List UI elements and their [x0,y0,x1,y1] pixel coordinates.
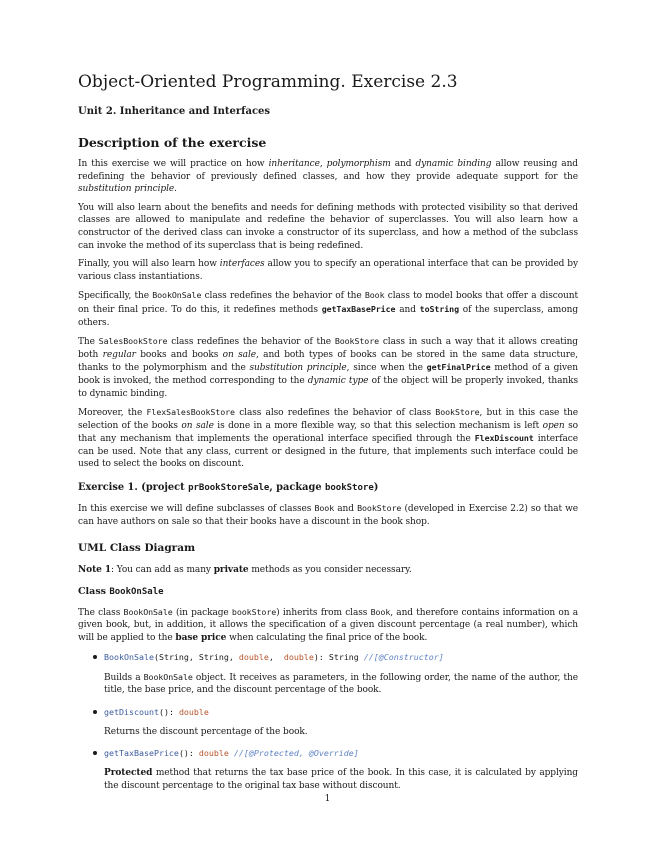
uml-heading: UML Class Diagram [78,542,196,555]
list-item [78,747,578,792]
bullet-icon [93,751,97,755]
class-heading: Class BookOnSale [78,585,164,597]
exercise-heading: Exercise 1. (project prBookStoreSale, package bookStore) [78,482,379,494]
list-item [78,651,578,697]
method-signature: BookOnSale(String, String, double, double): String //[@Constructor] [104,651,444,662]
page-number: 1 [324,794,331,804]
method-description: Returns the discount percentage of the book. [104,726,308,737]
page-title: Object-Oriented Programming. Exercise 2.3 [78,72,458,92]
interfaces-paragraph: Finally, you will also learn how interfaces allow you to specify an operational interface that can be provided by various class instantiations. [78,259,578,282]
salesbookstore-paragraph: The SalesBookStore class redefines the behavior of the BookStore class in such a way that it allows creating both regular books and books on sale, and both types of books can be stored in the same data structure, thanks to the polymorphism and the substitution principle, since when the getFinalPrice method of a given book is invoked, the method corresponding to the dynamic type of the object will be properly invoked, thanks to dynamic binding. [78,336,579,399]
bullet-icon [93,655,97,659]
flexsalesbookstore-paragraph: Moreover, the FlexSalesBookStore class also redefines the behavior of class BookStore, but in this case the selection of the books on sale is done in a more flexible way, so that this selection mechanism is left open so that any mechanism that implements the operational interface specified through the FlexDiscount interface can be used. Note that any class, current or designed in the future, that implements such interface could be used to select the books on discount. [78,407,579,470]
exercise-paragraph: In this exercise we will define subclasses of classes Book and BookStore (developed in Exercise 2.2) so that we can have authors on sale so that their books have a discount in the book shop. [78,503,579,527]
list-item [78,706,578,739]
class-description-paragraph: The class BookOnSale (in package bookStore) inherits from class Book, and therefore contains information on a given book, but, in addition, it allows the specification of a given discount percentage (a real number), which will be applied to the base price when calculating the final price of the book. [78,606,578,644]
protected-paragraph: You will also learn about the benefits and needs for defining methods with protected visibility so that derived classes are allowed to manipulate and redefine the behavior of superclasses. You will also learn how a constructor of the derived class can invoke a constructor of its superclass, and how a method of the subclass can invoke the method of its superclass that is being redefined. [78,202,578,251]
intro-paragraph: In this exercise we will practice on how inheritance, polymorphism and dynamic binding allow reusing and redefining the behavior of previously defined classes, and how they provide adequate support for the substitution principle. [78,159,578,195]
method-description: Protected method that returns the tax base price of the book. In this case, it is calculated by applying the discount percentage to the original tax base without discount. [104,768,578,791]
description-heading: Description of the exercise [78,135,267,150]
method-signature: getTaxBasePrice(): double //[@Protected, @Override] [104,748,359,759]
bullet-icon [93,710,97,714]
page-content [78,72,578,802]
bookonsale-paragraph: Specifically, the BookOnSale class redefines the behavior of the Book class to model books that offer a discount on their final price. To do this, it redefines methods getTaxBasePrice and toString of the superclass, among others. [78,290,578,328]
method-signature: getDiscount(): double [104,706,209,717]
note-paragraph: Note 1: You can add as many private methods as you consider necessary. [78,565,412,576]
method-list [78,651,578,793]
unit-subtitle: Unit 2. Inheritance and Interfaces [78,106,271,117]
method-description: Builds a BookOnSale object. It receives as parameters, in the following order, the name of the author, the title, the base price, and the discount percentage of the book. [104,671,578,696]
